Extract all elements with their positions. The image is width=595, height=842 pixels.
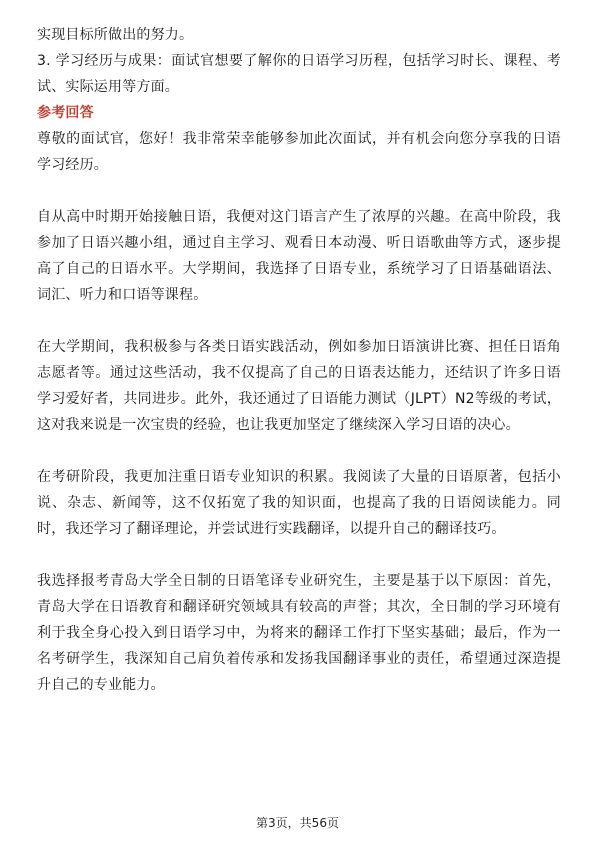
- answer-paragraph-3: 在大学期间，我积极参与各类日语实践活动，例如参加日语演讲比赛、担任日语角志愿者等。通过这些活动，我不仅提高了自己的日语表达能力，还结识了许多日语学习爱好者，共同进步。此外，我还通过了日语能力测试（JLPT）N2等级的考试，这对我来说是一次宝贵的经验，也让我更加坚定了继续深入学习日语的决心。: [37, 339, 561, 433]
- page-number-footer: 第3页，共56页: [256, 816, 339, 830]
- answer-paragraph-4: 在考研阶段，我更加注重日语专业知识的积累。我阅读了大量的日语原著，包括小说、杂志、新闻等，这不仅拓宽了我的知识面，也提高了我的日语阅读能力。同时，我还学习了翻译理论，并尝试进行实践翻译，以提升自己的翻译技巧。: [37, 469, 561, 537]
- answer-heading: 参考回答: [37, 105, 94, 121]
- page-content: [37, 22, 561, 698]
- question-item-3: 3. 学习经历与成果：面试官想要了解你的日语学习历程，包括学习时长、课程、考试、实际运用等方面。: [37, 53, 561, 95]
- answer-paragraph-5: 我选择报考青岛大学全日制的日语笔译专业研究生，主要是基于以下原因：首先，青岛大学在日语教育和翻译研究领域具有较高的声誉；其次，全日制的学习环境有利于我全身心投入到日语学习中，为将来的翻译工作打下坚实基础；最后，作为一名考研学生，我深知自己肩负着传承和发扬我国翻译事业的责任，希望通过深造提升自己的专业能力。: [37, 573, 561, 693]
- paragraph-spacer: [37, 438, 561, 464]
- answer-paragraph-2: 自从高中时期开始接触日语，我便对这门语言产生了浓厚的兴趣。在高中阶段，我参加了日语兴趣小组，通过自主学习、观看日本动漫、听日语歌曲等方式，逐步提高了自己的日语水平。大学期间，我选择了日语专业，系统学习了日语基础语法、词汇、听力和口语等课程。: [37, 209, 561, 303]
- answer-paragraph-1: 尊敬的面试官，您好！我非常荣幸能够参加此次面试，并有机会向您分享我的日语学习经历。: [37, 131, 561, 173]
- paragraph-spacer: [37, 178, 561, 204]
- paragraph-spacer: [37, 542, 561, 568]
- intro-tail-line: 实现目标所做出的努力。: [37, 27, 194, 43]
- paragraph-spacer: [37, 308, 561, 334]
